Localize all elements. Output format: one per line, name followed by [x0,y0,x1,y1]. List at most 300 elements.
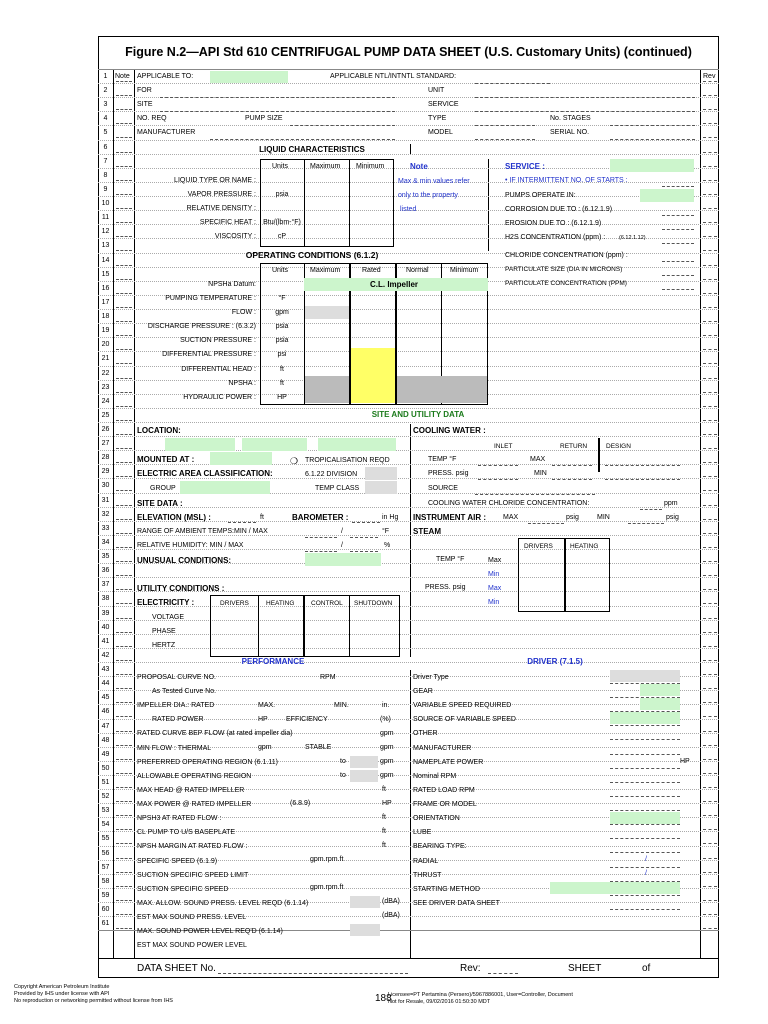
performance-row-label: CL PUMP TO U/S BASEPLATE [137,829,236,837]
ia-min-label: MIN [597,514,610,521]
row-number: 11 [101,214,110,221]
unit-label: UNIT [428,87,445,94]
performance-row-label: MAX. ALLOW. SOUND PRESS. LEVEL REQD (6.1.14) [137,899,309,907]
driver-field-line[interactable] [610,909,680,910]
steam-col-drivers: DRIVERS [524,543,553,550]
performance-row-label: PROPOSAL CURVE NO. [137,674,216,681]
liquid-note-line-3: listed [400,206,417,213]
performance-row-label: MAX. SOUND POWER LEVEL REQ'D (6.1.14) [137,928,283,936]
liquid-col-units: Units [272,163,288,170]
est-sound-press-unit: (dBA) [382,912,400,919]
row-field-line[interactable] [703,152,717,153]
row-field-line[interactable] [116,646,132,647]
performance-row-label: RATED POWER [152,716,204,724]
service-field[interactable] [610,159,694,172]
driver-row-label: VARIABLE SPEED REQUIRED [413,702,512,710]
operate-in-field[interactable] [640,189,694,202]
row-field-line[interactable] [116,123,132,124]
row-field-line[interactable] [703,307,717,308]
particulate-size-label: PARTICULATE SIZE (DIA IN MICRONS) [505,266,623,273]
group-label: GROUP [150,485,176,492]
row-field-line[interactable] [116,335,132,336]
row-field-line[interactable] [116,208,132,209]
performance-row-label: RATED CURVE BEP FLOW (at rated impeller dia) [137,730,293,738]
driver-row-label: Driver Type [413,674,449,681]
cw-chloride-label: COOLING WATER CHLORIDE CONCENTRATION: [428,500,590,507]
row-field-line[interactable] [116,265,132,266]
max-power-unit: HP [382,800,392,807]
row-field-line[interactable] [703,279,717,280]
row-separator [98,535,719,536]
performance-row-label: EST MAX SOUND POWER LEVEL [137,942,247,950]
operating-conditions-heading: OPERATING CONDITIONS (6.1.2) [245,250,379,260]
row-field-line[interactable] [703,886,717,887]
row-field-line[interactable] [116,307,132,308]
row-field-line[interactable] [116,321,132,322]
row-field-line[interactable] [703,674,717,675]
driver-row-label: GEAR [413,688,433,696]
liquid-col-max: Maximum [310,163,341,170]
row-field-line[interactable] [703,900,717,901]
note-header: Note [115,73,130,80]
row-field-line[interactable] [703,914,717,915]
row-separator [98,648,719,649]
liquid-row-unit: cP [277,233,287,240]
row-number: 58 [101,878,110,885]
driver-row-label: FRAME OR MODEL [413,801,477,809]
row-field-line[interactable] [703,180,717,181]
liquid-row-label: SPECIFIC HEAT : [199,219,256,226]
impeller-min-label: MIN. [334,702,349,709]
row-number: 53 [101,807,110,814]
performance-row-label: MIN FLOW : THERMAL [137,744,212,752]
row-number: 8 [103,172,108,179]
row-field-line[interactable] [116,787,132,788]
op-row-unit: psia [275,323,289,331]
driver-row-label: MANUFACTURER [413,744,472,752]
applicable-to-field[interactable] [210,71,288,83]
row-field-line[interactable] [703,618,717,619]
row-field-line[interactable] [703,349,717,350]
row-field-line[interactable] [703,236,717,237]
suction-specific-speed-unit: gpm.rpm.ft [310,884,344,891]
row-field-line[interactable] [116,462,132,463]
row-field-line[interactable] [703,801,717,802]
row-field-line[interactable] [116,505,132,506]
driver-field-line[interactable] [610,796,680,797]
row-field-line[interactable] [116,180,132,181]
performance-row-label: EST MAX SOUND PRESS. LEVEL [137,914,247,922]
cw-max-label: MAX [530,456,546,463]
driver-field-line[interactable] [610,768,680,769]
row-field-line[interactable] [703,392,717,393]
erosion-label: EROSION DUE TO : (6.12.1.9) [505,220,602,227]
row-number: 44 [101,680,110,687]
performance-row-label: SUCTION SPECIFIC SPEED LIMIT [137,871,249,879]
row-number: 46 [101,708,110,715]
row-field-line[interactable] [703,166,717,167]
row-field-line[interactable] [703,109,717,110]
no-stages-label: No. STAGES [550,115,591,122]
row-field-line[interactable] [703,208,717,209]
row-field-line[interactable] [703,490,717,491]
license-line-2: Not for Resale, 09/02/2016 01:50:30 MDT [388,999,491,1005]
page-title: Figure N.2—API Std 610 CENTRIFUGAL PUMP DATA SHEET (U.S. Customary Units) (continued) [125,45,692,59]
performance-row-label: MAX POWER @ RATED IMPELLER [137,801,252,809]
liquid-characteristics-heading: LIQUID CHARACTERISTICS [259,145,365,154]
op-col-max: Maximum [310,267,341,274]
performance-row-label: MAX HEAD @ RATED IMPELLER [137,786,245,794]
row-field-line[interactable] [703,872,717,873]
row-field-line[interactable] [703,250,717,251]
tropicalisation-label: TROPICALISATION REQD [305,457,390,464]
liquid-col-min: Minimum [356,163,385,170]
steam-press-min: Min [488,599,500,606]
op-row-label: DIFFERENTIAL PRESSURE : [162,351,256,359]
op-row-unit: ft [280,379,284,387]
proposal-rpm-unit: RPM [320,674,336,681]
row-field-line[interactable] [703,575,717,576]
performance-row-label: SPECIFIC SPEED (6.1.9) [137,857,218,865]
row-field-line[interactable] [703,378,717,379]
cw-min-label: MIN [534,470,547,477]
row-field-line[interactable] [116,773,132,774]
voltage-label: VOLTAGE [152,614,185,621]
row-number: 38 [101,595,110,602]
driver-field-line[interactable] [610,895,680,896]
driver-field-line[interactable] [610,739,680,740]
intermittent-starts-label: • IF INTERMITTENT NO. OF STARTS : [505,177,628,184]
row-field-line[interactable] [116,618,132,619]
row-field-line[interactable] [116,137,132,138]
radio-icon[interactable]: ❍ [290,456,299,466]
row-field-line[interactable] [116,575,132,576]
row-field-line[interactable] [703,448,717,449]
driver-row-label: LUBE [413,829,432,837]
cw-chloride-unit: ppm [664,500,678,507]
por-to: to [340,758,346,765]
row-field-line[interactable] [116,166,132,167]
humidity-label: RELATIVE HUMIDITY: MIN / MAX [137,542,244,549]
row-field-line[interactable] [703,603,717,604]
rev-column [700,69,720,958]
driver-row-label: RADIAL [413,857,439,865]
efficiency-label: EFFICIENCY [286,716,328,723]
row-field-line[interactable] [116,533,132,534]
row-number: 9 [103,186,108,193]
elevation-unit: ft [260,514,264,521]
cooling-water-label: COOLING WATER : [413,426,486,435]
row-field-line[interactable] [703,815,717,816]
of-label: of [642,963,651,974]
instrument-air-label: INSTRUMENT AIR : [413,513,487,522]
row-field-line[interactable] [116,829,132,830]
driver-field-line[interactable] [610,810,680,811]
row-field-line[interactable] [116,900,132,901]
row-number: 42 [101,652,110,659]
row-field-line[interactable] [116,222,132,223]
row-field-line[interactable] [116,872,132,873]
max-sound-press-unit: (dBA) [382,898,400,905]
driver-row-label: BEARING TYPE: [413,843,467,851]
row-field-line[interactable] [116,236,132,237]
row-field-line[interactable] [116,589,132,590]
row-field-line[interactable] [116,702,132,703]
row-field-line[interactable] [116,476,132,477]
driver-field-line[interactable] [610,852,680,853]
group-field[interactable] [180,481,270,494]
row-field-line[interactable] [703,95,717,96]
row-field-line[interactable] [116,448,132,449]
row-separator [98,507,719,508]
copyright-line-1: Copyright American Petroleum Institute [14,984,110,990]
radial-slash: / [645,856,647,863]
row-number: 15 [101,271,110,278]
row-field-line[interactable] [116,603,132,604]
row-separator [98,83,719,84]
pump-size-label: PUMP SIZE [245,115,283,122]
barometer-label: BAROMETER : [292,513,349,522]
row-field-line[interactable] [703,265,717,266]
service-heading: SERVICE : [505,162,545,171]
driver-field-line[interactable] [610,838,680,839]
row-number: 21 [101,355,110,362]
driver-row-label: SOURCE OF VARIABLE SPEED [413,716,516,724]
row-field-line[interactable] [116,293,132,294]
row-field-line[interactable] [116,547,132,548]
row-field-line[interactable] [703,476,717,477]
row-number: 3 [103,101,108,108]
row-number: 51 [101,779,110,786]
site-label: SITE [137,101,153,108]
row-field-line[interactable] [703,406,717,407]
row-separator [98,436,719,437]
site-data-label: SITE DATA : [137,499,183,508]
liquid-note-heading: Note [410,162,428,171]
row-field-line[interactable] [703,632,717,633]
row-field-line[interactable] [116,81,132,82]
cl-pump-unit: ft [382,828,386,835]
driver-field-line[interactable] [610,782,680,783]
row-field-line[interactable] [116,519,132,520]
row-field-line[interactable] [116,759,132,760]
row-number: 61 [101,920,110,927]
row-field-line[interactable] [703,462,717,463]
row-field-line[interactable] [703,194,717,195]
row-number: 43 [101,666,110,673]
driver-row-label: THRUST [413,871,442,879]
row-number: 33 [101,525,110,532]
ambient-slash: / [341,528,343,535]
row-field-line[interactable] [116,109,132,110]
row-field-line[interactable] [116,279,132,280]
row-field-line[interactable] [116,250,132,251]
copyright-line-2: Provided by IHS under license with API [14,991,110,997]
row-field-line[interactable] [116,95,132,96]
row-field-line[interactable] [703,589,717,590]
row-field-line[interactable] [703,660,717,661]
row-number: 6 [103,144,108,151]
row-field-line[interactable] [703,646,717,647]
performance-row-label: PREFERRED OPERATING REGION (6.1.11) [137,758,278,766]
op-row-label: FLOW : [231,309,256,317]
row-number: 27 [101,440,110,447]
row-field-line[interactable] [703,321,717,322]
row-field-line[interactable] [116,886,132,887]
row-field-line[interactable] [116,152,132,153]
row-field-line[interactable] [703,731,717,732]
unusual-conditions-field[interactable] [305,553,381,566]
row-field-line[interactable] [703,702,717,703]
row-field-line[interactable] [703,843,717,844]
row-field-line[interactable] [116,363,132,364]
op-col-normal: Normal [406,267,429,274]
specific-speed-unit: gpm.rpm.ft [310,856,344,863]
row-field-line[interactable] [703,123,717,124]
driver-field-line[interactable] [610,754,680,755]
row-field-line[interactable] [703,81,717,82]
manufacturer-label: MANUFACTURER [137,129,196,136]
phase-label: PHASE [152,628,176,635]
row-number: 25 [101,412,110,419]
row-field-line[interactable] [116,392,132,393]
elevation-label: ELEVATION (MSL) : [137,513,211,522]
row-field-line[interactable] [116,406,132,407]
applicable-to-label: APPLICABLE TO: [137,73,194,80]
row-field-line[interactable] [116,928,132,929]
row-field-line[interactable] [703,787,717,788]
utility-conditions-label: UTILITY CONDITIONS : [137,584,225,593]
row-number: 60 [101,906,110,913]
op-row-label: DIFFERENTIAL HEAD : [181,365,256,373]
row-field-line[interactable] [703,363,717,364]
row-number: 32 [101,511,110,518]
row-field-line[interactable] [116,434,132,435]
row-number: 35 [101,553,110,560]
row-field-line[interactable] [703,222,717,223]
row-field-line[interactable] [703,858,717,859]
npsh-margin-unit: ft [382,842,386,849]
license-line-1: Licensee=PT Pertamina (Persero)/5967886001, User=Controller, Document [388,992,573,998]
row-field-line[interactable] [116,914,132,915]
row-field-line[interactable] [703,335,717,336]
row-field-line[interactable] [116,801,132,802]
op-col-min: Minimum [450,267,479,274]
row-number: 2 [103,87,108,94]
min-flow-stable-label: STABLE [305,744,332,751]
row-field-line[interactable] [116,745,132,746]
barometer-unit: in Hg [382,514,399,521]
impeller-max-label: MAX. [258,702,276,709]
row-field-line[interactable] [116,843,132,844]
row-field-line[interactable] [703,759,717,760]
row-field-line[interactable] [703,773,717,774]
row-number: 5 [103,129,108,136]
row-number: 14 [101,257,110,264]
row-field-line[interactable] [703,547,717,548]
row-field-line[interactable] [703,829,717,830]
operate-in-label: PUMPS OPERATE IN: [505,192,576,199]
row-field-line[interactable] [703,745,717,746]
row-field-line[interactable] [703,505,717,506]
performance-row-label: IMPELLER DIA.: RATED [137,702,215,710]
row-number: 4 [103,115,108,122]
row-field-line[interactable] [116,194,132,195]
row-number: 13 [101,242,110,249]
row-separator [98,140,719,141]
row-field-line[interactable] [116,674,132,675]
row-field-line[interactable] [116,349,132,350]
row-field-line[interactable] [703,561,717,562]
row-field-line[interactable] [703,420,717,421]
row-field-line[interactable] [703,434,717,435]
row-number: 48 [101,737,110,744]
corrosion-label: CORROSION DUE TO : (6.12.1.9) [505,206,613,213]
mounted-at-label: MOUNTED AT : [137,455,195,464]
op-row-unit: ft [280,365,284,373]
liquid-row-unit: Btu/(lbm-°F) [263,219,301,226]
efficiency-unit: (%) [380,716,391,723]
cw-source-label: SOURCE [428,485,458,492]
row-field-line[interactable] [116,632,132,633]
row-field-line[interactable] [116,716,132,717]
row-field-line[interactable] [116,490,132,491]
row-number: 22 [101,370,110,377]
row-number: 40 [101,624,110,631]
note-column [113,69,135,958]
row-field-line[interactable] [703,716,717,717]
op-col-units: Units [272,267,288,274]
op-row-label: DISCHARGE PRESSURE : (6.3.2) [147,323,256,331]
row-field-line[interactable] [703,928,717,929]
temp-class-label: TEMP CLASS [315,485,360,492]
por-unit: gpm [380,758,394,765]
row-field-line[interactable] [116,420,132,421]
liquid-row-label: LIQUID TYPE OR NAME : [174,177,256,184]
ambient-label: RANGE OF AMBIENT TEMPS:MIN / MAX [137,528,268,535]
row-number: 1 [103,73,108,80]
row-field-line[interactable] [116,561,132,562]
liquid-note-line-1: Max & min values refer [398,178,470,185]
row-field-line[interactable] [703,137,717,138]
division-label: 6.1.22 DIVISION [305,471,358,478]
row-field-line[interactable] [703,519,717,520]
driver-field-line[interactable] [610,725,680,726]
liquid-row-label: VAPOR PRESSURE : [187,191,256,198]
row-field-line[interactable] [703,293,717,294]
ambient-unit: °F [382,528,390,535]
driver-heading: DRIVER (7.1.5) [527,657,583,666]
row-field-line[interactable] [116,815,132,816]
min-flow-thermal-unit: gpm [258,744,272,751]
service-label: SERVICE [428,101,459,108]
row-field-line[interactable] [116,731,132,732]
row-field-line[interactable] [116,688,132,689]
page-number: 188 [375,993,392,1004]
row-field-line[interactable] [116,660,132,661]
row-field-line[interactable] [703,688,717,689]
row-field-line[interactable] [116,378,132,379]
driver-field-line[interactable] [610,867,680,868]
row-separator [98,154,719,155]
row-field-line[interactable] [703,533,717,534]
steam-press-max: Max [488,585,502,592]
driver-row-label: SEE DRIVER DATA SHEET [413,899,500,907]
row-field-line[interactable] [116,858,132,859]
mounted-at-field[interactable] [210,452,272,465]
rated-highlight[interactable] [351,348,395,403]
driver-field-line[interactable] [610,824,680,825]
